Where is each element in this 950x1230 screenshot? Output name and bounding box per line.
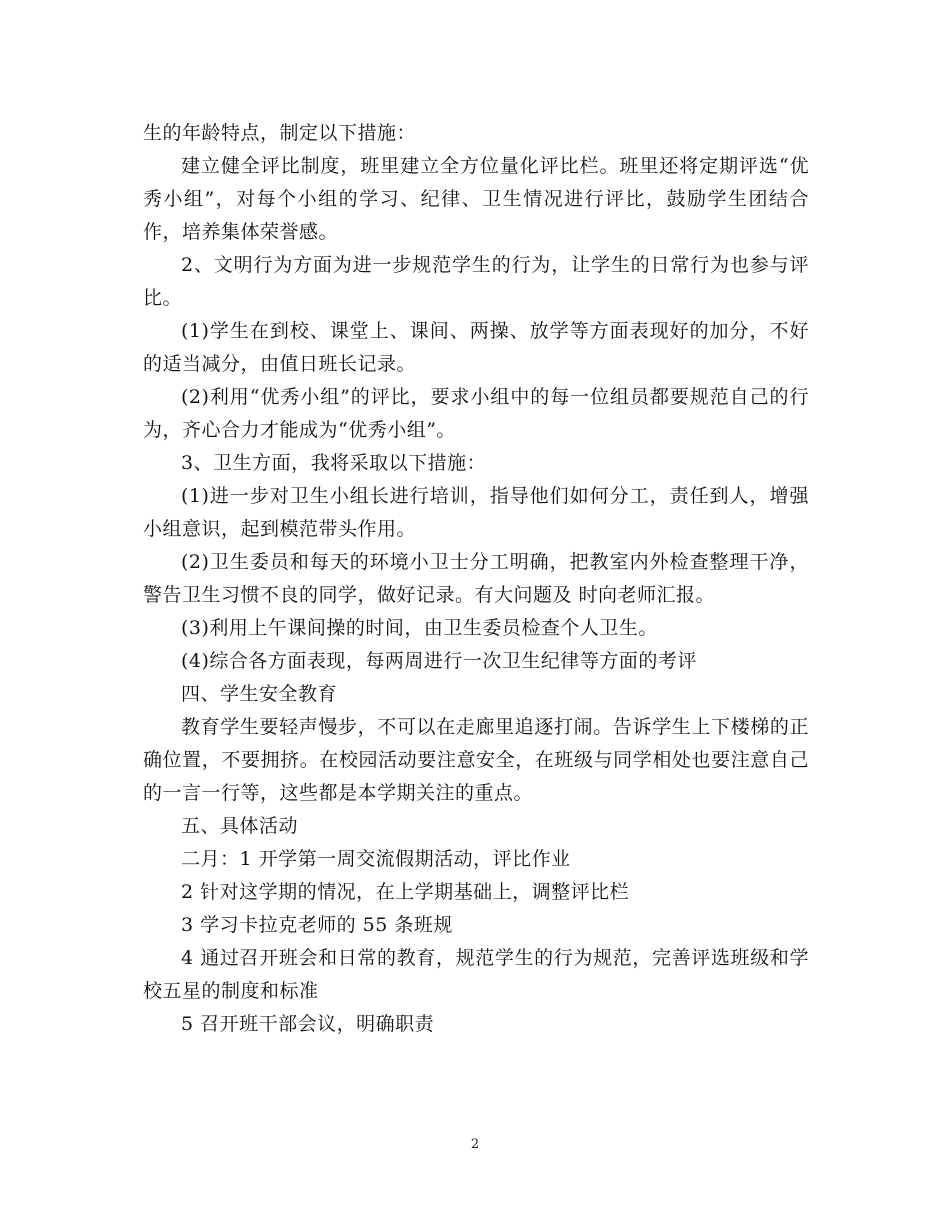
section-heading: 四、学生安全教育 — [181, 683, 338, 705]
paragraph: 教育学生要轻声慢步，不可以在走廊里追逐打闹。告诉学生上下楼梯的正确位置，不要拥挤。在校园活动要注意安全，在班级与同学相处也要注意自己的一言一行等，这些都是本学期关注的重点。 — [143, 716, 809, 804]
paragraph: (4)综合各方面表现，每两周进行一次卫生纪律等方面的考评 — [181, 650, 697, 672]
paragraph: 建立健全评比制度，班里建立全方位量化评比栏。班里还将定期评选“优秀小组”，对每个小组的学习、纪律、卫生情况进行评比，鼓励学生团结合作，培养集体荣誉感。 — [143, 155, 809, 243]
paragraph: 2、文明行为方面为进一步规范学生的行为，让学生的日常行为也参与评比。 — [143, 254, 809, 309]
list-item: 2 针对这学期的情况，在上学期基础上，调整评比栏 — [181, 881, 630, 903]
list-item: 二月：1 开学第一周交流假期活动，评比作业 — [181, 848, 571, 870]
list-item: 3 学习卡拉克老师的 55 条班规 — [181, 914, 453, 936]
section-heading: 五、具体活动 — [181, 815, 299, 837]
document-body — [143, 117, 809, 1041]
paragraph: (2)卫生委员和每天的环境小卫士分工明确，把教室内外检查整理干净，警告卫生习惯不良的同学，做好记录。有大问题及 时向老师汇报。 — [143, 551, 809, 606]
paragraph: (1)学生在到校、课堂上、课间、两操、放学等方面表现好的加分，不好的适当减分，由值日班长记录。 — [143, 320, 809, 375]
list-item: 5 召开班干部会议，明确职责 — [181, 1013, 435, 1035]
paragraph: (2)利用“优秀小组”的评比，要求小组中的每一位组员都要规范自己的行为，齐心合力才能成为“优秀小组”。 — [143, 386, 809, 441]
paragraph: 3、卫生方面，我将采取以下措施： — [181, 452, 487, 474]
paragraph: 生的年龄特点，制定以下措施： — [143, 122, 417, 144]
list-item: 4 通过召开班会和日常的教育，规范学生的行为规范，完善评选班级和学校五星的制度和标准 — [143, 947, 809, 1002]
paragraph: (3)利用上午课间操的时间，由卫生委员检查个人卫生。 — [181, 617, 658, 639]
paragraph: (1)进一步对卫生小组长进行培训，指导他们如何分工，责任到人，增强小组意识，起到模范带头作用。 — [143, 485, 809, 540]
page-number: 2 — [470, 1137, 480, 1152]
